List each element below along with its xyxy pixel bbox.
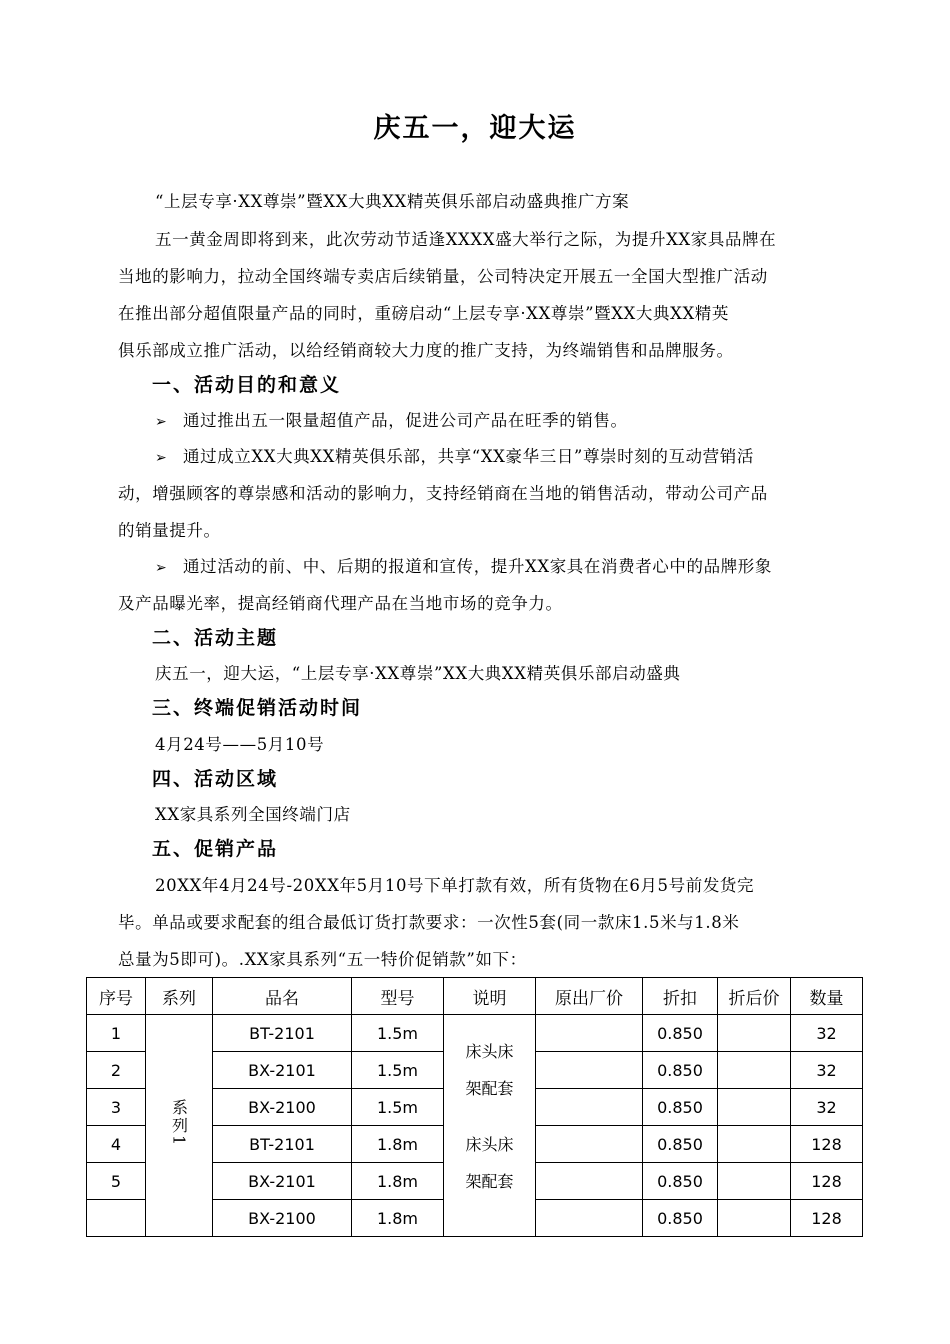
page-title: 庆五一，迎大运 — [373, 113, 577, 144]
section2-text: 庆五一，迎大运，“上层专享·XX尊崇”XX大典XX精英俱乐部启动盛典 — [155, 664, 681, 683]
cell-no — [87, 1200, 146, 1237]
cell-model: 1.8m — [352, 1200, 444, 1237]
intro-line-2: 当地的影响力，拉动全国终端专卖店后续销量，公司特决定开展五一全国大型推广活动 — [118, 267, 768, 286]
table-row — [87, 1015, 863, 1052]
cell-after — [718, 1089, 791, 1126]
section3-text: 4月24号——5月10号 — [155, 735, 325, 754]
cell-name: BX-2101 — [213, 1163, 352, 1200]
cell-model: 1.5m — [352, 1052, 444, 1089]
cell-discount: 0.850 — [643, 1200, 718, 1237]
cell-no: 3 — [87, 1089, 146, 1126]
cell-price — [536, 1015, 643, 1052]
arrow-bullet-icon: ➢ — [155, 560, 168, 576]
intro-line-3: 在推出部分超值限量产品的同时，重磅启动“上层专享·XX尊崇”暨XX大典XX精英 — [118, 304, 729, 323]
cell-note — [444, 1015, 536, 1126]
bullet-1-text: 通过推出五一限量超值产品，促进公司产品在旺季的销售。 — [183, 411, 628, 430]
bullet-2-line-3: 的销量提升。 — [118, 521, 221, 540]
cell-after — [718, 1126, 791, 1163]
section1-heading: 一、活动目的和意义 — [152, 374, 342, 396]
cell-after — [718, 1163, 791, 1200]
section5-heading: 五、促销产品 — [152, 838, 279, 860]
cell-discount: 0.850 — [643, 1052, 718, 1089]
arrow-bullet-icon: ➢ — [155, 414, 168, 430]
table-header-row — [87, 978, 863, 1015]
section4-heading: 四、活动区域 — [152, 768, 279, 790]
bullet-3-text: 通过活动的前、中、后期的报道和宣传，提升XX家具在消费者心中的品牌形象 — [183, 557, 772, 576]
header-cell: 原出厂价 — [536, 978, 643, 1015]
cell-no: 4 — [87, 1126, 146, 1163]
header-cell: 折扣 — [643, 978, 718, 1015]
arrow-bullet-icon: ➢ — [155, 450, 168, 466]
section4-text: XX家具系列全国终端门店 — [155, 805, 351, 824]
intro-line-1: 五一黄金周即将到来，此次劳动节适逢XXXX盛大举行之际，为提升XX家具品牌在 — [155, 230, 777, 249]
cell-qty: 128 — [791, 1200, 863, 1237]
cell-qty: 32 — [791, 1052, 863, 1089]
cell-no: 1 — [87, 1015, 146, 1052]
subtitle: “上层专享·XX尊崇”暨XX大典XX精英俱乐部启动盛典推广方案 — [155, 192, 630, 211]
bullet-3-line-2: 及产品曝光率，提高经销商代理产品在当地市场的竞争力。 — [118, 594, 563, 613]
header-cell: 说明 — [444, 978, 536, 1015]
section5-line-3: 总量为5即可)。.XX家具系列“五一特价促销款”如下： — [118, 950, 527, 969]
cell-qty: 128 — [791, 1163, 863, 1200]
cell-price — [536, 1126, 643, 1163]
cell-model: 1.5m — [352, 1089, 444, 1126]
product-table — [86, 977, 863, 1237]
cell-after — [718, 1052, 791, 1089]
header-cell: 型号 — [352, 978, 444, 1015]
bullet-2-text: 通过成立XX大典XX精英俱乐部，共享“XX豪华三日”尊崇时刻的互动营销活 — [183, 447, 754, 466]
cell-model: 1.8m — [352, 1163, 444, 1200]
cell-price — [536, 1089, 643, 1126]
cell-after — [718, 1200, 791, 1237]
header-cell: 系列 — [146, 978, 213, 1015]
cell-model: 1.8m — [352, 1126, 444, 1163]
cell-price — [536, 1163, 643, 1200]
bullet-2 — [155, 443, 754, 467]
cell-discount: 0.850 — [643, 1126, 718, 1163]
cell-price — [536, 1200, 643, 1237]
cell-note — [444, 1126, 536, 1237]
header-cell: 折后价 — [718, 978, 791, 1015]
intro-line-4: 俱乐部成立推广活动，以给经销商较大力度的推广支持，为终端销售和品牌服务。 — [118, 341, 734, 360]
cell-qty: 32 — [791, 1015, 863, 1052]
cell-no: 2 — [87, 1052, 146, 1089]
section2-heading: 二、活动主题 — [152, 627, 279, 649]
cell-name: BX-2100 — [213, 1200, 352, 1237]
note-text: 床头床架配套 — [465, 1134, 514, 1191]
cell-model: 1.5m — [352, 1015, 444, 1052]
cell-no: 5 — [87, 1163, 146, 1200]
cell-price — [536, 1052, 643, 1089]
section3-heading: 三、终端促销活动时间 — [152, 697, 363, 719]
cell-name: BX-2101 — [213, 1052, 352, 1089]
header-cell: 数量 — [791, 978, 863, 1015]
cell-discount: 0.850 — [643, 1163, 718, 1200]
cell-name: BX-2100 — [213, 1089, 352, 1126]
cell-discount: 0.850 — [643, 1015, 718, 1052]
bullet-2-line-2: 动，增强顾客的尊崇感和活动的影响力，支持经销商在当地的销售活动，带动公司产品 — [118, 484, 768, 503]
cell-after — [718, 1015, 791, 1052]
cell-name: BT-2101 — [213, 1126, 352, 1163]
bullet-3 — [155, 553, 772, 577]
cell-qty: 32 — [791, 1089, 863, 1126]
cell-series — [146, 1015, 213, 1237]
cell-qty: 128 — [791, 1126, 863, 1163]
series-label: 系列1 — [169, 1099, 189, 1148]
cell-name: BT-2101 — [213, 1015, 352, 1052]
note-text: 床头床架配套 — [465, 1042, 514, 1099]
header-cell: 品名 — [213, 978, 352, 1015]
bullet-1 — [155, 407, 628, 431]
cell-discount: 0.850 — [643, 1089, 718, 1126]
header-cell: 序号 — [87, 978, 146, 1015]
section5-line-1: 20XX年4月24号-20XX年5月10号下单打款有效，所有货物在6月5号前发货完 — [155, 876, 755, 895]
section5-line-2: 毕。单品或要求配套的组合最低订货打款要求：一次性5套(同一款床1.5米与1.8米 — [118, 913, 740, 932]
